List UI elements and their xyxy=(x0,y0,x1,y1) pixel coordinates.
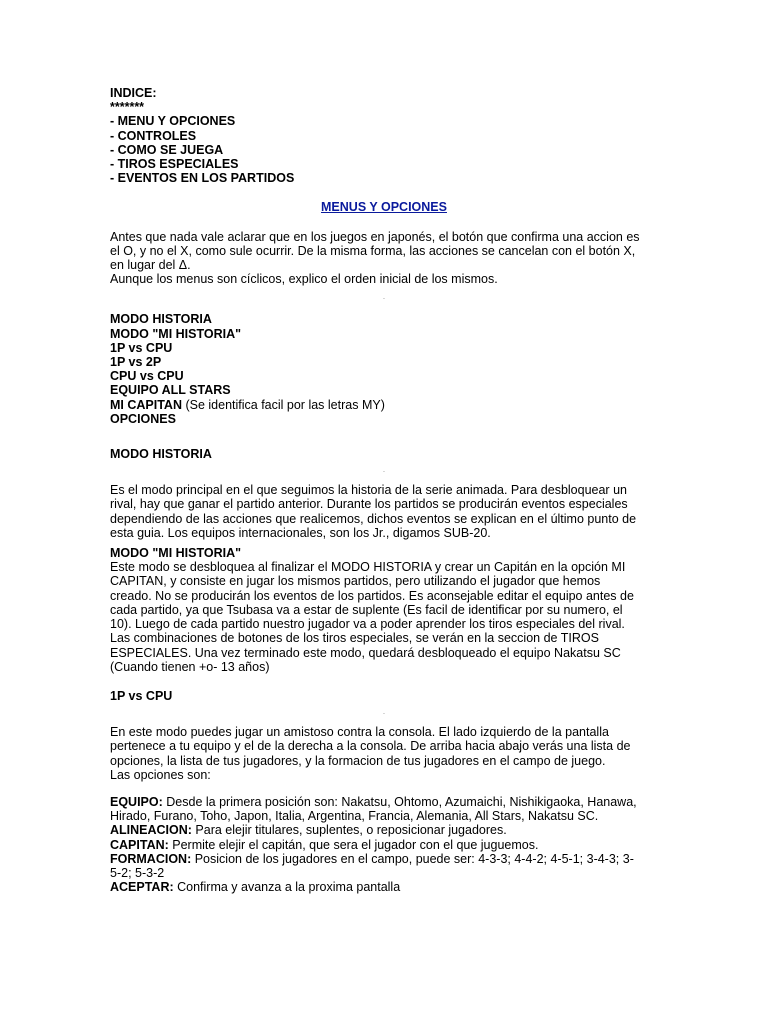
menu-list-item-capitan xyxy=(110,398,658,412)
option-formacion xyxy=(110,852,658,866)
option-capitan xyxy=(110,838,658,852)
paragraph-line: ESPECIALES. Una vez terminado este modo, quedará desbloqueado el equipo Nakatsu SC xyxy=(110,645,621,660)
modo-historia-section xyxy=(110,447,658,540)
option-label: ACEPTAR: xyxy=(110,880,174,895)
separator-dot: . xyxy=(382,465,386,475)
section-heading: MODO "MI HISTORIA" xyxy=(110,546,242,561)
menu-list-item: EQUIPO ALL STARS xyxy=(110,383,231,398)
menus-heading-link[interactable]: MENUS Y OPCIONES xyxy=(321,200,447,215)
paragraph-line: pertenece a tu equipo y el de la derecha a la consola. De arriba hacia abajo verás una lista de xyxy=(110,739,631,754)
index-item-eventos: - EVENTOS EN LOS PARTIDOS xyxy=(110,171,295,186)
paragraph-line: 10). Luego de cada partido nuestro jugador va a poder aprender los tiros especiales del rival. xyxy=(110,617,625,632)
paragraph-line: opciones, la lista de tus jugadores, y la formacion de tus jugadores en el campo de juego. xyxy=(110,753,606,768)
option-formacion-cont: 5-2; 5-3-2 xyxy=(110,865,165,880)
index-item-tiros: - TIROS ESPECIALES xyxy=(110,157,239,172)
paragraph-line: CAPITAN, y consiste en jugar los mismos partidos, pero utilizando el jugador que hemos xyxy=(110,574,601,589)
option-label: CAPITAN: xyxy=(110,837,169,852)
index-title: INDICE: xyxy=(110,86,157,100)
paragraph-line: (Cuando tienen +o- 13 años) xyxy=(110,659,270,674)
paragraph-line: Las opciones son: xyxy=(110,767,211,782)
intro-section xyxy=(110,230,658,287)
option-aceptar xyxy=(110,880,658,894)
option-label: EQUIPO: xyxy=(110,794,163,809)
section-heading: MODO HISTORIA xyxy=(110,447,212,462)
option-text: Para elejir titulares, suplentes, o reposicionar jugadores. xyxy=(191,823,507,838)
p1-vs-cpu-section xyxy=(110,689,658,894)
option-equipo xyxy=(110,795,658,809)
option-alineacion xyxy=(110,823,658,837)
paragraph-line: Este modo se desbloquea al finalizar el MODO HISTORIA y crear un Capitán en la opción MI xyxy=(110,560,626,575)
section-heading: 1P vs CPU xyxy=(110,688,173,703)
menu-list-item: MODO HISTORIA xyxy=(110,312,212,327)
option-text: Desde la primera posición son: Nakatsu, Ohtomo, Azumaichi, Nishikigaoka, Hanawa, xyxy=(162,794,637,809)
mi-capitan-label: MI CAPITAN xyxy=(110,397,182,412)
paragraph-line: En este modo puedes jugar un amistoso contra la consola. El lado izquierdo de la pantalla xyxy=(110,725,609,740)
intro-line: Antes que nada vale aclarar que en los juegos en japonés, el botón que confirma una accion es xyxy=(110,229,640,244)
paragraph-line: dependiendo de las acciones que realicemos, dichos eventos se explican en el último punto de xyxy=(110,511,637,526)
mi-historia-section xyxy=(110,546,658,674)
menu-list-item: MODO "MI HISTORIA" xyxy=(110,326,242,341)
index-item-menu: - MENU Y OPCIONES xyxy=(110,114,236,129)
intro-line: en lugar del Δ. xyxy=(110,258,191,273)
paragraph-line: rival, hay que ganar el partido anterior. Durante los partidos se producirán eventos especiales xyxy=(110,497,628,512)
menu-list-item: OPCIONES xyxy=(110,411,176,426)
separator-dot: . xyxy=(382,707,386,717)
option-text: Posicion de los jugadores en el campo, puede ser: 4-3-3; 4-4-2; 4-5-1; 3-4-3; 3- xyxy=(191,851,634,866)
paragraph-line: Es el modo principal en el que seguimos la historia de la serie animada. Para desbloquear un xyxy=(110,483,627,498)
document-page xyxy=(110,86,658,894)
paragraph-line: cada partido, ya que Tsubasa va a estar de suplente (Es facil de identificar por su numero, el xyxy=(110,602,623,617)
intro-line: Aunque los menus son cíclicos, explico el orden inicial de los mismos. xyxy=(110,272,498,287)
paragraph-line: Las combinaciones de botones de los tiros especiales, se verán en la seccion de TIROS xyxy=(110,631,599,646)
paragraph-line: esta guia. Los equipos internacionales, son los Jr., digamos SUB-20. xyxy=(110,525,491,540)
index-item-controles: - CONTROLES xyxy=(110,128,197,143)
option-text: Confirma y avanza a la proxima pantalla xyxy=(173,880,401,895)
option-label: FORMACION: xyxy=(110,851,192,866)
mi-capitan-note: (Se identifica facil por las letras MY) xyxy=(182,397,385,412)
menu-list-item: CPU vs CPU xyxy=(110,369,184,384)
menu-list-item: 1P vs CPU xyxy=(110,340,173,355)
index-stars: ******* xyxy=(110,100,145,115)
paragraph-line: creado. No se producirán los eventos de los partidos. Es aconsejable editar el equipo antes de xyxy=(110,588,634,603)
index-section xyxy=(110,86,658,185)
intro-line: el O, y no el X, como sule ocurrir. De la misma forma, las acciones se cancelan con el botón X, xyxy=(110,243,636,258)
menu-list-item: 1P vs 2P xyxy=(110,355,162,370)
option-text: Permite elejir el capitán, que sera el jugador con el que juguemos. xyxy=(168,837,539,852)
option-equipo-cont: Hirado, Furano, Toho, Japon, Italia, Argentina, Francia, Alemania, All Stars, Nakatsu SC. xyxy=(110,809,599,824)
index-item-como-se-juega: - COMO SE JUEGA xyxy=(110,142,224,157)
menus-heading-wrap xyxy=(110,200,658,214)
menu-list xyxy=(110,312,658,426)
option-label: ALINEACION: xyxy=(110,823,192,838)
separator-dot: . xyxy=(382,292,386,302)
